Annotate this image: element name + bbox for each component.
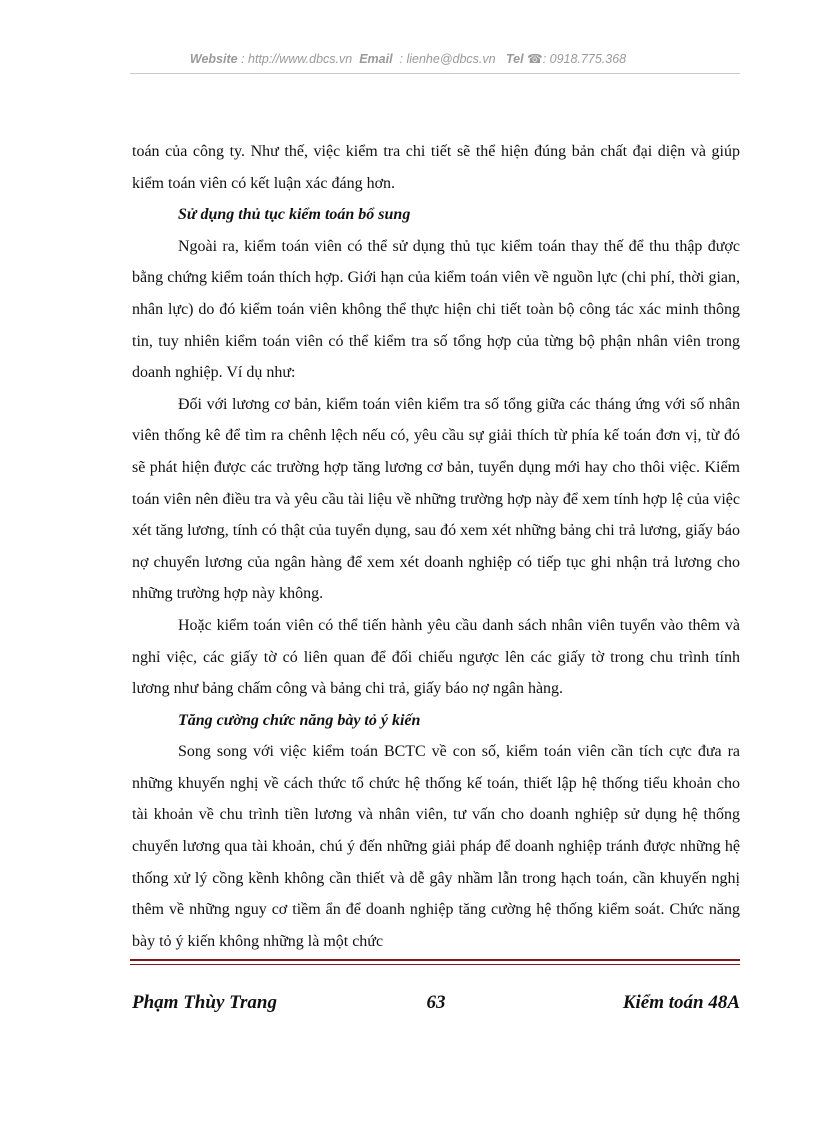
header-divider <box>130 73 740 74</box>
paragraph-4: Hoặc kiểm toán viên có thể tiến hành yêu cầu danh sách nhân viên tuyển vào thêm và nghỉ việc, các giấy tờ có liên quan để đối chiếu ngược lên các giấy tờ trong chu trình tính lương như bảng chấm công và bảng chi trả, giấy báo nợ ngân hàng. <box>132 616 740 698</box>
footer-course: Kiểm toán 48A <box>622 992 740 1013</box>
paragraph-2: Ngoài ra, kiểm toán viên có thể sử dụng thủ tục kiểm toán thay thế để thu thập được bằng chứng kiểm toán thích hợp. Giới hạn của kiểm toán viên về nguồn lực (chi phí, thời gian, nhân lực) do đó kiểm toán viên không thể thực hiện chi tiết toàn bộ công tác xác minh thông tin, tuy nhiên kiểm toán viên có thể kiểm tra số tổng hợp của từng bộ phận nhân viên trong doanh nghiệp. Ví dụ như: <box>132 237 740 382</box>
footer-page-number: 63 <box>426 992 446 1013</box>
footer-divider-thick <box>130 959 740 961</box>
phone-icon: ☎ <box>527 52 543 66</box>
section-heading-1: Sử dụng thủ tục kiểm toán bổ sung <box>178 206 411 224</box>
paragraph-3: Đối với lương cơ bản, kiểm toán viên kiểm tra số tổng giữa các tháng ứng với số nhân viên thống kê để tìm ra chênh lệch nếu có, yêu cầu sự giải thích từ phía kế toán đơn vị, từ đó sẽ phát hiện được các trường hợp tăng lương cơ bản, tuyển dụng mới hay cho thôi việc. Kiểm toán viên nên điều tra và yêu cầu tài liệu về những trường hợp này để xem tính hợp lệ của việc xét tăng lương, tính có thật của tuyển dụng, sau đó xem xét những bảng chi trả lương, giấy báo nợ chuyển lương của ngân hàng để xem xét doanh nghiệp có tiếp tục ghi nhận trả lương cho những trường hợp này không. <box>132 395 740 603</box>
email-label: Email <box>359 52 393 66</box>
tel-label: Tel <box>506 52 524 66</box>
section-heading-2: Tăng cường chức năng bày tỏ ý kiến <box>178 711 421 729</box>
website-url[interactable]: : http://www.dbcs.vn <box>241 52 353 66</box>
footer-author: Phạm Thùy Trang <box>132 992 277 1013</box>
page-header <box>0 51 816 66</box>
website-label: Website <box>189 52 238 66</box>
paragraph-5: Song song với việc kiểm toán BCTC về con số, kiểm toán viên cần tích cực đưa ra những khuyến nghị về cách thức tổ chức hệ thống kế toán, thiết lập hệ thống tiểu khoản cho tài khoản về chu trình tiền lương và nhân viên, tư vấn cho doanh nghiệp sử dụng hệ thống chuyển lương qua tài khoản, chú ý đến những giải pháp để doanh nghiệp tránh được những hệ thống xử lý cồng kềnh không cần thiết và dễ gây nhầm lẫn trong hạch toán, cần khuyến nghị thêm về những nguy cơ tiềm ẩn để doanh nghiệp tăng cường hệ thống kiểm soát. Chức năng bày tỏ ý kiến không những là một chức <box>132 743 740 950</box>
paragraph-1: toán của công ty. Như thế, việc kiểm tra chi tiết sẽ thể hiện đúng bản chất đại diện và giúp kiểm toán viên có kết luận xác đáng hơn. <box>132 143 740 192</box>
page-body <box>132 136 740 957</box>
page-footer <box>132 992 740 1018</box>
footer-divider-thin <box>130 964 740 965</box>
tel-number: : 0918.775.368 <box>542 52 627 66</box>
email-address[interactable]: : lienhe@dbcs.vn <box>399 52 496 66</box>
